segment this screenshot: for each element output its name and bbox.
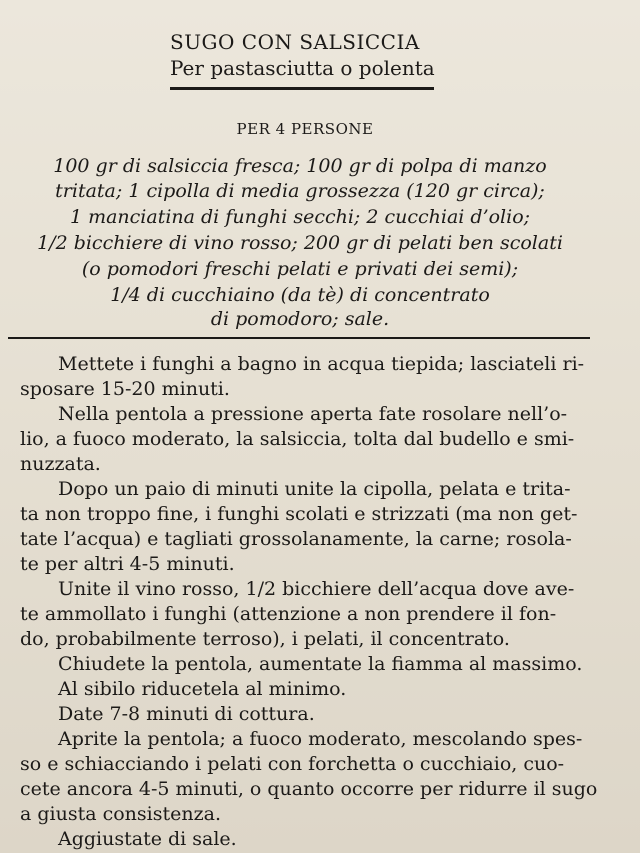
- method-line: Nella pentola a pressione aperta fate rosolare nell’o-: [58, 403, 568, 425]
- method-line: te per altri 4-5 minuti.: [20, 553, 235, 575]
- method-line: Aggiustate di sale.: [58, 828, 237, 850]
- method-line: tate l’acqua) e tagliati grossolanamente, la carne; rosola-: [20, 528, 572, 550]
- ingredient-line: 1/4 di cucchiaino (da tè) di concentrato: [110, 284, 490, 306]
- ingredient-line: 100 gr di salsiccia fresca; 100 gr di polpa di manzo: [53, 155, 547, 177]
- section-divider: [8, 337, 590, 339]
- method-line: a giusta consistenza.: [20, 803, 221, 825]
- ingredient-line: tritata; 1 cipolla di media grossezza (120 gr circa);: [55, 180, 545, 202]
- method-line: Chiudete la pentola, aumentate la fiamma al massimo.: [58, 653, 583, 675]
- method-line: lio, a fuoco moderato, la salsiccia, tolta dal budello e smi-: [20, 428, 575, 450]
- method-line: sposare 15-20 minuti.: [20, 378, 230, 400]
- method-block: [0, 345, 640, 853]
- method-line: te ammollato i funghi (attenzione a non prendere il fon-: [20, 603, 557, 625]
- method-line: Mettete i funghi a bagno in acqua tiepida; lasciateli ri-: [58, 353, 585, 375]
- ingredient-line: 1 manciatina di funghi secchi; 2 cucchiai d’olio;: [69, 206, 531, 228]
- recipe-subtitle: Per pastasciutta o polenta: [170, 56, 435, 80]
- ingredient-line: (o pomodori freschi pelati e privati dei semi);: [81, 258, 519, 280]
- method-line: so e schiacciando i pelati con forchetta o cucchiaio, cuo-: [20, 753, 565, 775]
- method-line: nuzzata.: [20, 453, 101, 475]
- method-line: Dopo un paio di minuti unite la cipolla, pelata e trita-: [58, 478, 571, 500]
- recipe-title: SUGO CON SALSICCIA: [170, 30, 420, 54]
- method-line: Date 7-8 minuti di cottura.: [58, 703, 315, 725]
- title-underline: [170, 87, 434, 90]
- ingredient-line: 1/2 bicchiere di vino rosso; 200 gr di pelati ben scolati: [37, 232, 563, 254]
- ingredient-line: di pomodoro; sale.: [210, 308, 390, 330]
- method-line: Al sibilo riducetela al minimo.: [58, 678, 347, 700]
- method-line: do, probabilmente terroso), i pelati, il concentrato.: [20, 628, 510, 650]
- method-line: Aprite la pentola; a fuoco moderato, mescolando spes-: [58, 728, 583, 750]
- servings-label: PER 4 PERSONE: [236, 120, 374, 138]
- method-line: ta non troppo fine, i funghi scolati e strizzati (ma non get-: [20, 503, 578, 525]
- method-line: cete ancora 4-5 minuti, o quanto occorre per ridurre il sugo: [20, 778, 598, 800]
- method-line: Unite il vino rosso, 1/2 bicchiere dell’acqua dove ave-: [58, 578, 575, 600]
